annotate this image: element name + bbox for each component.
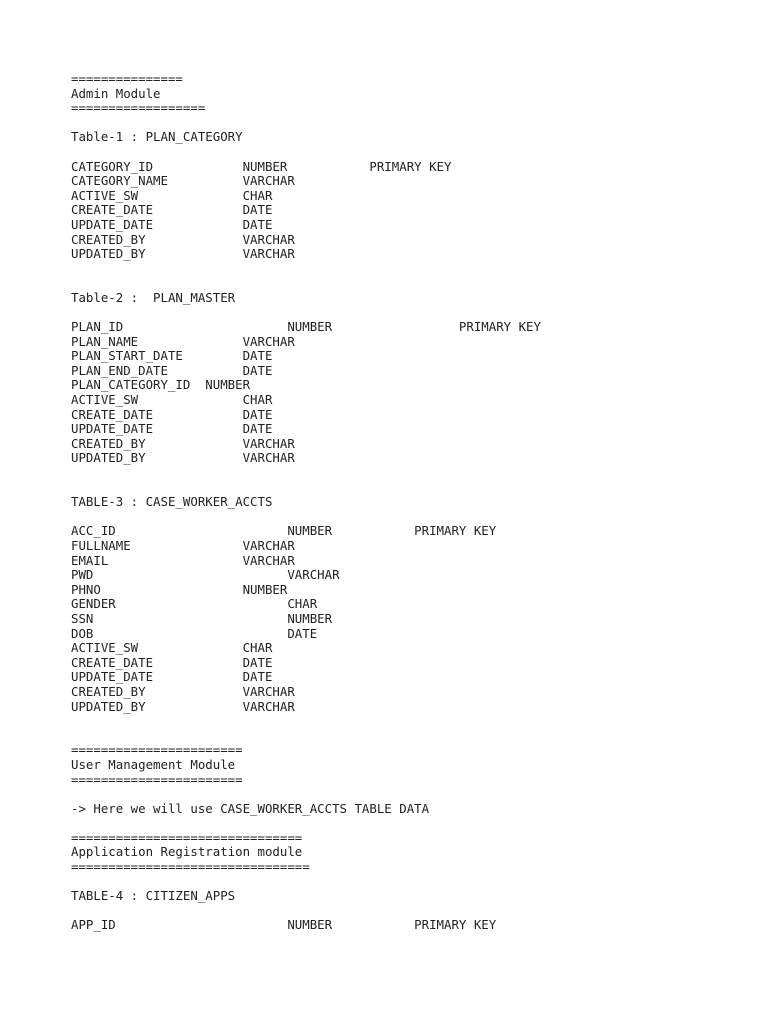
blank-line	[71, 787, 761, 802]
column-definition: UPDATED_BY VARCHAR	[71, 246, 295, 262]
column-definition: SSN NUMBER	[71, 610, 333, 626]
blank-line	[71, 276, 761, 291]
column-definition: PLAN_NAME VARCHAR	[71, 333, 295, 349]
module-heading: Application Registration module	[71, 844, 303, 860]
column-definition: EMAIL VARCHAR	[71, 552, 295, 568]
blank-line	[71, 145, 761, 160]
column-definition: ACC_ID NUMBER PRIMARY KEY	[71, 523, 497, 539]
column-definition: GENDER CHAR	[71, 596, 318, 612]
column-definition: ACTIVE_SW CHAR	[71, 187, 273, 203]
separator-line: ==================	[71, 100, 206, 116]
blank-line	[71, 116, 761, 131]
column-definition: APP_ID NUMBER PRIMARY KEY	[71, 917, 497, 933]
note-line: -> Here we will use CASE_WORKER_ACCTS TABLE DATA	[71, 800, 430, 816]
blank-line	[71, 714, 761, 729]
separator-line: ===============================	[71, 829, 303, 845]
blank-line	[71, 466, 761, 481]
column-definition: PLAN_END_DATE DATE	[71, 362, 273, 378]
blank-line	[71, 729, 761, 744]
column-definition: PWD VARCHAR	[71, 567, 340, 583]
column-definition: PLAN_START_DATE DATE	[71, 348, 273, 364]
column-definition: CREATE_DATE DATE	[71, 202, 273, 218]
column-definition: UPDATE_DATE DATE	[71, 216, 273, 232]
separator-line: ===============	[71, 71, 183, 86]
blank-line	[71, 510, 761, 525]
column-definition: FULLNAME VARCHAR	[71, 538, 295, 553]
column-definition: UPDATE_DATE DATE	[71, 421, 273, 437]
blank-line	[71, 262, 761, 277]
separator-line: =======================	[71, 742, 243, 758]
column-definition: PLAN_ID NUMBER PRIMARY KEY	[71, 319, 541, 335]
table-title: TABLE-3 : CASE_WORKER_ACCTS	[71, 494, 273, 510]
module-heading: Admin Module	[71, 85, 161, 101]
table-title: Table-1 : PLAN_CATEGORY	[71, 129, 243, 145]
column-definition: UPDATE_DATE DATE	[71, 669, 273, 685]
column-definition: ACTIVE_SW CHAR	[71, 640, 273, 656]
column-definition: DOB DATE	[71, 625, 318, 641]
blank-line	[71, 875, 761, 890]
module-heading: User Management Module	[71, 756, 236, 772]
column-definition: CREATE_DATE DATE	[71, 406, 273, 422]
blank-line	[71, 481, 761, 496]
table-title: TABLE-4 : CITIZEN_APPS	[71, 888, 236, 904]
column-definition: CATEGORY_ID NUMBER PRIMARY KEY	[71, 158, 452, 174]
column-definition: PHNO NUMBER	[71, 581, 288, 597]
column-definition: CREATE_DATE DATE	[71, 654, 273, 670]
table-title: Table-2 : PLAN_MASTER	[71, 289, 236, 305]
document-body	[71, 72, 761, 933]
blank-line	[71, 816, 761, 831]
separator-line: =======================	[71, 771, 243, 787]
blank-line	[71, 306, 761, 321]
column-definition: CREATED_BY VARCHAR	[71, 683, 295, 699]
column-definition: UPDATED_BY VARCHAR	[71, 698, 295, 714]
column-definition: CATEGORY_NAME VARCHAR	[71, 173, 295, 189]
column-definition: CREATED_BY VARCHAR	[71, 231, 295, 247]
column-definition: CREATED_BY VARCHAR	[71, 435, 295, 451]
column-definition: ACTIVE_SW CHAR	[71, 392, 273, 408]
column-definition: PLAN_CATEGORY_ID NUMBER	[71, 377, 251, 393]
column-definition: UPDATED_BY VARCHAR	[71, 450, 295, 466]
separator-line: ================================	[71, 859, 310, 875]
blank-line	[71, 904, 761, 919]
